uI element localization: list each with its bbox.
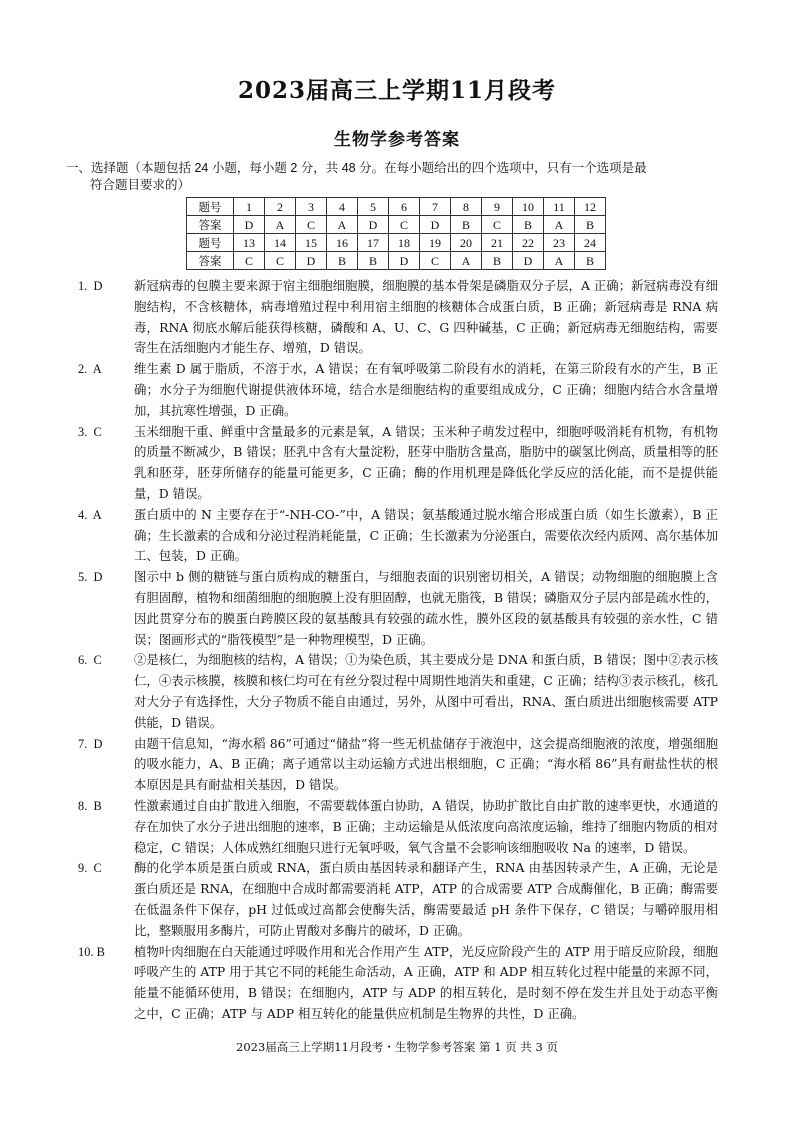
item-number-answer: 6. C [78,653,102,668]
question-number-cell: 12 [575,198,606,216]
question-number-cell: 8 [451,198,482,216]
question-number-cell: 11 [544,198,575,216]
explanation-item [78,942,718,1025]
question-number-row [187,198,606,216]
item-number-answer: 8. B [78,798,102,813]
explanation-item [78,650,718,733]
item-number-answer: 10. B [78,944,105,959]
answer-cell: A [544,252,575,270]
answer-cell: B [482,252,513,270]
answer-cell: A [265,216,296,234]
answer-table [186,197,606,270]
item-number-answer: 7. D [78,736,103,751]
answer-cell: B [575,252,606,270]
explanation-item [78,567,718,650]
item-number-answer: 3. C [78,424,102,439]
answer-cell: C [482,216,513,234]
question-number-cell: 15 [296,234,327,252]
explanation-item [78,422,718,505]
question-number-cell: 13 [234,234,265,252]
item-explanation-text: 维生素 D 属于脂质，不溶于水，A 错误；在有氧呼吸第二阶段有水的消耗，在第三阶段有水的产生，B 正确；水分子为细胞代谢提供液体环境，结合水是细胞结构的重要组成成分，C 正确；细胞内结合水含量增加，其抗寒性增强，D 正确。 [134,361,718,418]
item-number-answer: 1. D [78,279,103,293]
answer-cell: D [296,252,327,270]
row-label: 答案 [187,252,234,270]
item-explanation-text: 玉米细胞干重、鲜重中含量最多的元素是氧，A 错误；玉米种子萌发过程中，细胞呼吸消耗有机物，有机物的质量不断减少，B 错误；胚乳中含有大量淀粉，胚芽中脂肪含量高，脂肪中的碳氢比例高，质量相等的胚乳和胚芽，胚芽所储存的能量可能更多，C 正确；酶的作用机理是降低化学反应的活化能，而不是提供能量，D 错误。 [134,423,718,501]
answer-cell: C [420,252,451,270]
question-number-cell: 4 [327,198,358,216]
row-label: 答案 [187,216,234,234]
explanation-item [78,505,718,567]
question-number-cell: 23 [544,234,575,252]
question-number-cell: 20 [451,234,482,252]
page-footer: 2023届高三上学期11月段考・生物学参考答案 第 1 页 共 3 页 [236,1039,558,1054]
explanation-list [78,276,718,1025]
answer-cell: B [451,216,482,234]
question-number-cell: 17 [358,234,389,252]
item-number-answer: 2. A [78,362,102,377]
section-heading-continuation: 符合题目要求的） [90,178,191,192]
explanation-item [78,276,718,359]
question-number-cell: 19 [420,234,451,252]
section-heading [66,160,736,194]
explanation-item [78,734,718,796]
question-number-cell: 1 [234,198,265,216]
item-explanation-text: 蛋白质中的 N 主要存在于“-NH-CO-”中，A 错误；氨基酸通过脱水缩合形成蛋白质（如生长激素），B 正确；生长激素的合成和分泌过程消耗能量，C 正确；生长激素为分泌蛋白，需要依次经内质网、高尔基体加工、包装，D 正确。 [134,506,718,564]
answer-cell: B [513,216,544,234]
item-explanation-text: 性激素通过自由扩散进入细胞，不需要载体蛋白协助，A 错误，协助扩散比自由扩散的速率更快，水通道的存在加快了水分子进出细胞的速率，B 正确；主动运输是从低浓度向高浓度运输，维持了细胞内物质的相对稳定，C 错误；人体成熟红细胞只进行无氧呼吸，氧气含量不会影响该细胞吸收 Na 的速率，D 错误。 [134,797,718,855]
answer-cell: D [513,252,544,270]
item-explanation-text: 酶的化学本质是蛋白质或 RNA，蛋白质由基因转录和翻译产生，RNA 由基因转录产生，A 正确，无论是蛋白质还是 RNA，在细胞中合成时都需要消耗 ATP，ATP 的合成需要 ATP 合成酶催化，B 正确；酶需要在低温条件下保存，pH 过低或过高都会使酶失活，酶需要最适 pH 条件下保存，C 错误；与嚼碎服用相比，整颗服用多酶片，可防止胃酸对多酶片的破坏，D 正确。 [134,860,718,938]
question-number-cell: 21 [482,234,513,252]
item-number-answer: 4. A [78,507,102,522]
row-label: 题号 [187,198,234,216]
section-heading-text: 一、选择题（本题包括 24 小题，每小题 2 分，共 48 分。在每小题给出的四个选项中，只有一个选项是最 [66,161,647,175]
question-number-cell: 6 [389,198,420,216]
document-subtitle: 生物学参考答案 [334,130,460,150]
question-number-cell: 10 [513,198,544,216]
question-number-cell: 2 [265,198,296,216]
answer-row [187,252,606,270]
row-label: 题号 [187,234,234,252]
question-number-cell: 14 [265,234,296,252]
question-number-cell: 16 [327,234,358,252]
item-number-answer: 9. C [78,861,102,876]
question-number-cell: 24 [575,234,606,252]
answer-cell: D [234,216,265,234]
answer-cell: C [389,216,420,234]
answer-cell: A [327,216,358,234]
item-explanation-text: 新冠病毒的包膜主要来源于宿主细胞细胞膜，细胞膜的基本骨架是磷脂双分子层，A 正确；新冠病毒没有细胞结构，不含核糖体，病毒增殖过程中利用宿主细胞的核糖体合成蛋白质，B 正确；新冠病毒是 RNA 病毒，RNA 彻底水解后能获得核糖，磷酸和 A、U、C、G 四种碱基，C 正确；新冠病毒无细胞结构，需要寄生在活细胞内才能生存、增殖，D 错误。 [134,278,718,356]
answer-cell: C [296,216,327,234]
question-number-cell: 5 [358,198,389,216]
answer-cell: B [358,252,389,270]
question-number-cell: 3 [296,198,327,216]
item-explanation-text: 由题干信息知，“海水稻 86”可通过“储盐”将一些无机盐储存于液泡中，这会提高细胞液的浓度，增强细胞的吸水能力，A、B 正确；离子通常以主动运输方式进出根细胞，C 正确；“海水稻 86”具有耐盐性状的根本原因是具有耐盐相关基因，D 错误。 [134,735,718,793]
answer-cell: B [575,216,606,234]
answer-cell: B [327,252,358,270]
answer-cell: D [420,216,451,234]
answer-cell: A [451,252,482,270]
question-number-row [187,234,606,252]
question-number-cell: 9 [482,198,513,216]
item-number-answer: 5. D [78,570,103,585]
question-number-cell: 18 [389,234,420,252]
answer-cell: D [389,252,420,270]
answer-cell: A [544,216,575,234]
explanation-item [78,796,718,858]
explanation-item [78,858,718,941]
explanation-item [78,359,718,421]
answer-cell: D [358,216,389,234]
item-explanation-text: 植物叶肉细胞在白天能通过呼吸作用和光合作用产生 ATP，光反应阶段产生的 ATP 用于暗反应阶段，细胞呼吸产生的 ATP 用于其它不同的耗能生命活动，A 正确，ATP 和 ADP 相互转化过程中能量的来源不同，能量不能循环使用，B 错误；在细胞内，ATP 与 ADP 的相互转化，是时刻不停在发生并且处于动态平衡之中，C 正确；ATP 与 ADP 相互转化的能量供应机制是生物界的共性，D 正确。 [134,943,718,1021]
question-number-cell: 22 [513,234,544,252]
question-number-cell: 7 [420,198,451,216]
answer-table-wrapper [186,197,794,270]
answer-row [187,216,606,234]
item-explanation-text: ②是核仁，为细胞核的结构，A 错误；①为染色质，其主要成分是 DNA 和蛋白质，B 错误；图中②表示核仁，④表示核膜，核膜和核仁均可在有丝分裂过程中周期性地消失和重建，C 正确；结构③表示核孔，核孔对大分子有选择性，大分子物质不能自由通过，另外，从图中可看出，RNA、蛋白质进出细胞核需要 ATP 供能，D 错误。 [134,652,718,730]
document-title: 2023届高三上学期11月段考 [237,77,557,104]
answer-cell: C [265,252,296,270]
item-explanation-text: 图示中 b 侧的糖链与蛋白质构成的糖蛋白，与细胞表面的识别密切相关，A 错误；动物细胞的细胞膜上含有胆固醇，植物和细菌细胞的细胞膜上没有胆固醇，也就无脂筏，B 错误；磷脂双分子层内部是疏水性的，因此贯穿分布的膜蛋白跨膜区段的氨基酸具有较强的疏水性，膜外区段的氨基酸具有较强的亲水性，C 错误；图画形式的“脂筏模型”是一种物理模型，D 正确。 [134,569,718,647]
answer-cell: C [234,252,265,270]
